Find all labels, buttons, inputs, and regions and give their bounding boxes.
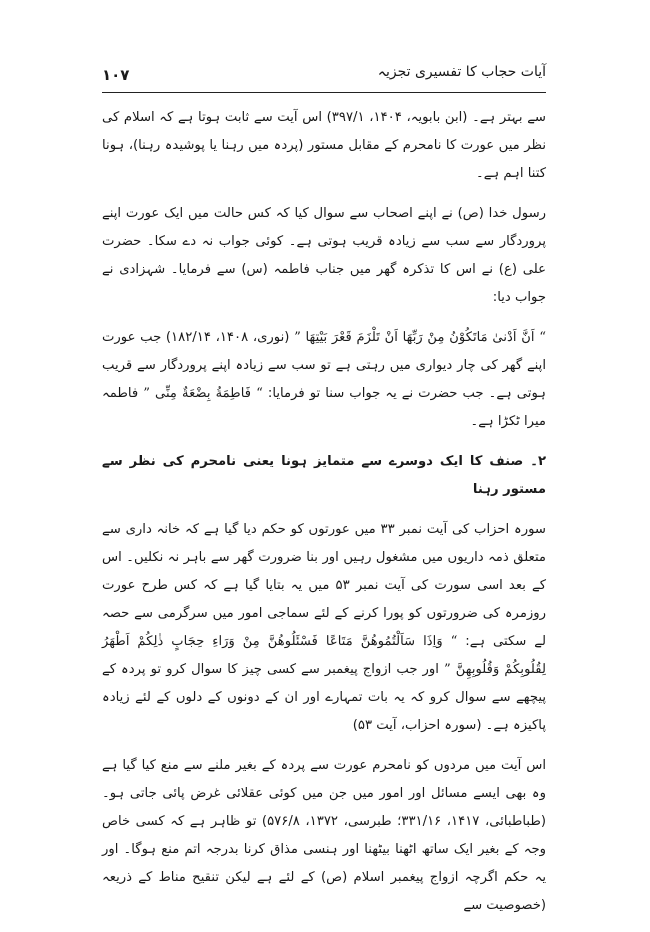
paragraph-3-text-2: اور جب ازواج پیغمبر سے کسی چیز کا سوال کرو تو پردہ کے پیچھے سے سوال کرو کہ یہ بات تمہارے اور ان کے دونوں کے دلوں کے لئے زیادہ پاکیزہ ہے۔ (سورہ احزاب، آیت ۵۳) <box>102 662 546 733</box>
quote-paragraph <box>102 324 546 436</box>
paragraph-1: سے بہتر ہے۔ (ابن بابویہ، ۱۴۰۴، ۳۹۷/۱) اس آیت سے ثابت ہوتا ہے کہ اسلام کی نظر میں عورت کا نامحرم کے مقابل مستور (پردہ میں رہنا یا پوشیدہ رہنا)، ہونا کتنا اہم ہے۔ <box>102 110 546 181</box>
paragraph-3-text: سورہ احزاب کی آیت نمبر ۳۳ میں عورتوں کو حکم دیا گیا ہے کہ خانہ داری سے متعلق ذمہ داریوں میں مشغول رہیں اور بنا ضرورت گھر سے باہر نہ نکلیں۔ اس کے بعد اسی سورت کی آیت نمبر ۵۳ میں یہ بتایا گیا ہے کہ کس طرح عورت روزمرہ کی ضرورتوں کو پورا کرنے کے لئے سماجی امور میں سرگرمی سے حصہ لے سکتی ہے: <box>102 522 547 649</box>
arabic-quote-2: “ فَاطِمَةُ بِضْعَةٌ مِنِّی ” <box>143 386 263 401</box>
quote-text-2: فاطمہ میرا ٹکڑا ہے۔ <box>102 386 546 429</box>
running-title: آیات حجاب کا تفسیری تجزیہ <box>377 64 546 80</box>
section-heading: ۲۔ صنف کا ایک دوسرے سے متمایز ہونا یعنی نامحرم کی نظر سے مستور رہنا <box>102 454 546 497</box>
arabic-quote: “ اَنَّ اَدْنیٰ مَاتَکُوْنُ مِنْ رَبِّهَا اَنْ تَلْزَمَ قَعْرَ بَیْتِهَا ” <box>294 330 546 345</box>
body-text <box>102 104 546 932</box>
paragraph-4: اس آیت میں مردوں کو نامحرم عورت سے پردہ کے بغیر ملنے سے منع کیا گیا ہے وہ بھی ایسے مسائل اور امور میں جن میں کوئی عقلائی غرض پائی جاتی ہو۔ (طباطبائی، ۱۴۱۷، ۳۳۱/۱۶؛ طبرسی، ۱۳۷۲، ۵۷۶/۸) تو ظاہر ہے کہ کسی خاص وجہ کے بغیر ایک ساتھ اٹھنا بیٹھنا اور ہنسی مذاق کرنا بدرجہ اتم منع ہوگا۔ اور یہ حکم اگرچہ ازواج پیغمبر اسلام (ص) کے لئے ہے لیکن تنقیح مناط کے ذریعہ (خصوصیت سے <box>102 758 546 913</box>
quote-text: (نوری، ۱۴۰۸، ۱۸۲/۱۴) جب عورت اپنے گھر کی چار دیواری میں رہتی ہے تو سب سے زیادہ اپنے پروردگار سے قریب ہوتی ہے۔ جب حضرت نے یہ جواب سنا تو فرمایا: <box>102 330 546 401</box>
page-number: ۱۰۷ <box>102 66 130 84</box>
paragraph-2: رسول خدا (ص) نے اپنے اصحاب سے سوال کیا کہ کس حالت میں ایک عورت اپنے پروردگار سے سب سے زیادہ قریب ہوتی ہے۔ کوئی جواب نہ دے سکا۔ حضرت علی (ع) نے اس کا تذکرہ گھر میں جناب فاطمہ (س) سے فرمایا۔ شہزادی نے جواب دیا: <box>102 206 546 305</box>
page-header <box>102 62 546 93</box>
paragraph-3 <box>102 516 546 740</box>
arabic-verse: “ وَاِذَا سَاَلْتُمُوهُنَّ مَتَاعًا فَسْئَلُوهُنَّ مِنْ وَرَاءِ حِجَابٍ ذٰلِكُمْ اَطْهَرُ لِقُلُوبِكُمْ وَقُلُوبِهِنَّ ” <box>102 634 546 677</box>
